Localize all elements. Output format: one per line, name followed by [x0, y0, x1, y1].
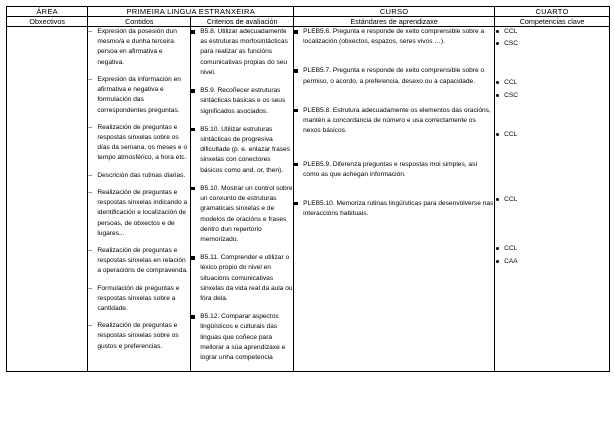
curriculum-table: [6, 6, 610, 372]
competencias-group: [495, 130, 609, 140]
header-competencias-clave: Competencias clave: [495, 17, 610, 27]
list-item: CCL: [495, 130, 609, 140]
list-item: – Realización de preguntas e respostas sinxelas sobre os días da semana, os meses e o tempo atmosférico, a hora etc.: [88, 123, 190, 164]
estandar-item: PLEB5.10. Memoriza rutinas lingüísticas para desenvolverse nas interaccións habituais.: [294, 199, 494, 219]
competencias-list: [495, 78, 609, 100]
table-body-row: [7, 27, 610, 372]
list-item: B5.10. Mostrar un control sobre un conxunto de estruturas gramaticais sinxelas e de modelos de oracións e frases dentro dun repertorio memorizado.: [191, 184, 293, 245]
list-item: – Formulación de preguntas e respostas sinxelas sobre a cantidade.: [88, 284, 190, 315]
cell-contidos: [88, 27, 191, 372]
estandar-item: PLEB5.9. Diferenza preguntas e respostas moi simples, así como as que achegan información.: [294, 160, 494, 180]
competencias-list: [495, 130, 609, 140]
spacer: [495, 169, 609, 185]
spacer: [495, 185, 609, 195]
estandar-item: PLEB5.7. Pregunta e responde de xeito comprensible sobre o permiso, o acordo, a preferencia, desexo ou a capacidade.: [294, 66, 494, 86]
competencias-group: [495, 27, 609, 49]
cell-estandares-aprendizaxe: [294, 27, 495, 372]
spacer: [495, 234, 609, 244]
list-item: – Realización de preguntas e respostas sinxelas en relación a operacións de compravenda.: [88, 246, 190, 277]
contidos-list: [88, 27, 190, 352]
list-item: CCL: [495, 27, 609, 37]
spacer: [495, 114, 609, 130]
header-obxectivos: Obxectivos: [7, 17, 88, 27]
cell-competencias-clave: [495, 27, 610, 372]
header-primeira-lingua-estranxeira: PRIMEIRA LINGUA ESTRANXEIRA: [88, 7, 294, 17]
table-header-top-row: [7, 7, 610, 17]
table-header-sub-row: [7, 17, 610, 27]
list-item: B5.8. Utilizar adecuadamente as estruturas morfosintácticas para realizar as funcións comunicativas propias do seu nivel.: [191, 27, 293, 78]
estandar-item: PLEB5.8. Estrutura adecuadamente os elementos das oracións, mantén a concordancia de número e usa correctamente os nexos básicos.: [294, 106, 494, 137]
list-item: – Descrición das rutinas diarias.: [88, 171, 190, 181]
cell-criterios-avaliacion: [191, 27, 294, 372]
competencias-group: [495, 195, 609, 205]
header-area: ÁREA: [7, 7, 88, 17]
header-estandares-aprendizaxe: Estándares de aprendizaxe: [294, 17, 495, 27]
header-contidos: Contidos: [88, 17, 191, 27]
list-item: – Realización de preguntas e respostas sinxelas sobre os gustos e preferencias.: [88, 321, 190, 352]
list-item: – Realización de preguntas e respostas sinxelas indicando a identificación e localización de persoas, de obxectos e de lugares...: [88, 188, 190, 239]
list-item: CCL: [495, 244, 609, 254]
list-item: B5.12. Comparar aspectos lingüísticos e culturais das linguas que coñece para mellorar a súa aprendizaxe e lograr unha competencia: [191, 312, 293, 363]
header-criterios-avaliacion: Criterios de avaliación: [191, 17, 294, 27]
list-item: CAA: [495, 257, 609, 267]
list-item: B5.10. Utilizar estruturas sintácticas de progresiva dificultade (p. e. enlazar frases sinxelas con conectores básicos como and, or, then).: [191, 125, 293, 176]
competencias-list: [495, 244, 609, 266]
cell-obxectivos: [7, 27, 88, 372]
competencias-list: [495, 27, 609, 49]
criterios-list: [191, 27, 293, 363]
list-item: CCL: [495, 78, 609, 88]
list-item: B5.11. Comprender e utilizar o léxico propio do nivel en situacións comunicativas sinxelas da vida real da aula ou fóra dela.: [191, 253, 293, 304]
list-item: – Expresión da información en afirmativa e negativa e formulación das correspondentes preguntas.: [88, 75, 190, 116]
header-curso: CURSO: [294, 7, 495, 17]
list-item: B5.9. Recoñecer estruturas sintácticas básicas e os seus significados asociados.: [191, 86, 293, 117]
spacer: [294, 150, 494, 160]
spacer: [495, 153, 609, 169]
competencias-list: [495, 195, 609, 205]
spacer: [495, 62, 609, 78]
competencias-group: [495, 244, 609, 266]
list-item: CSC: [495, 91, 609, 101]
estandar-item: PLEB5.6. Pregunta e responde de xeito comprensible sobre a localización (obxectos, espazos, seres vivos …).: [294, 27, 494, 47]
list-item: CCL: [495, 195, 609, 205]
header-cuarto: CUARTO: [495, 7, 610, 17]
list-item: CSC: [495, 39, 609, 49]
competencias-group: [495, 78, 609, 100]
list-item: – Expresión da posesión dun mesmo/a e dunha terceira persoa en afirmativa e negativa.: [88, 27, 190, 68]
spacer: [495, 218, 609, 234]
